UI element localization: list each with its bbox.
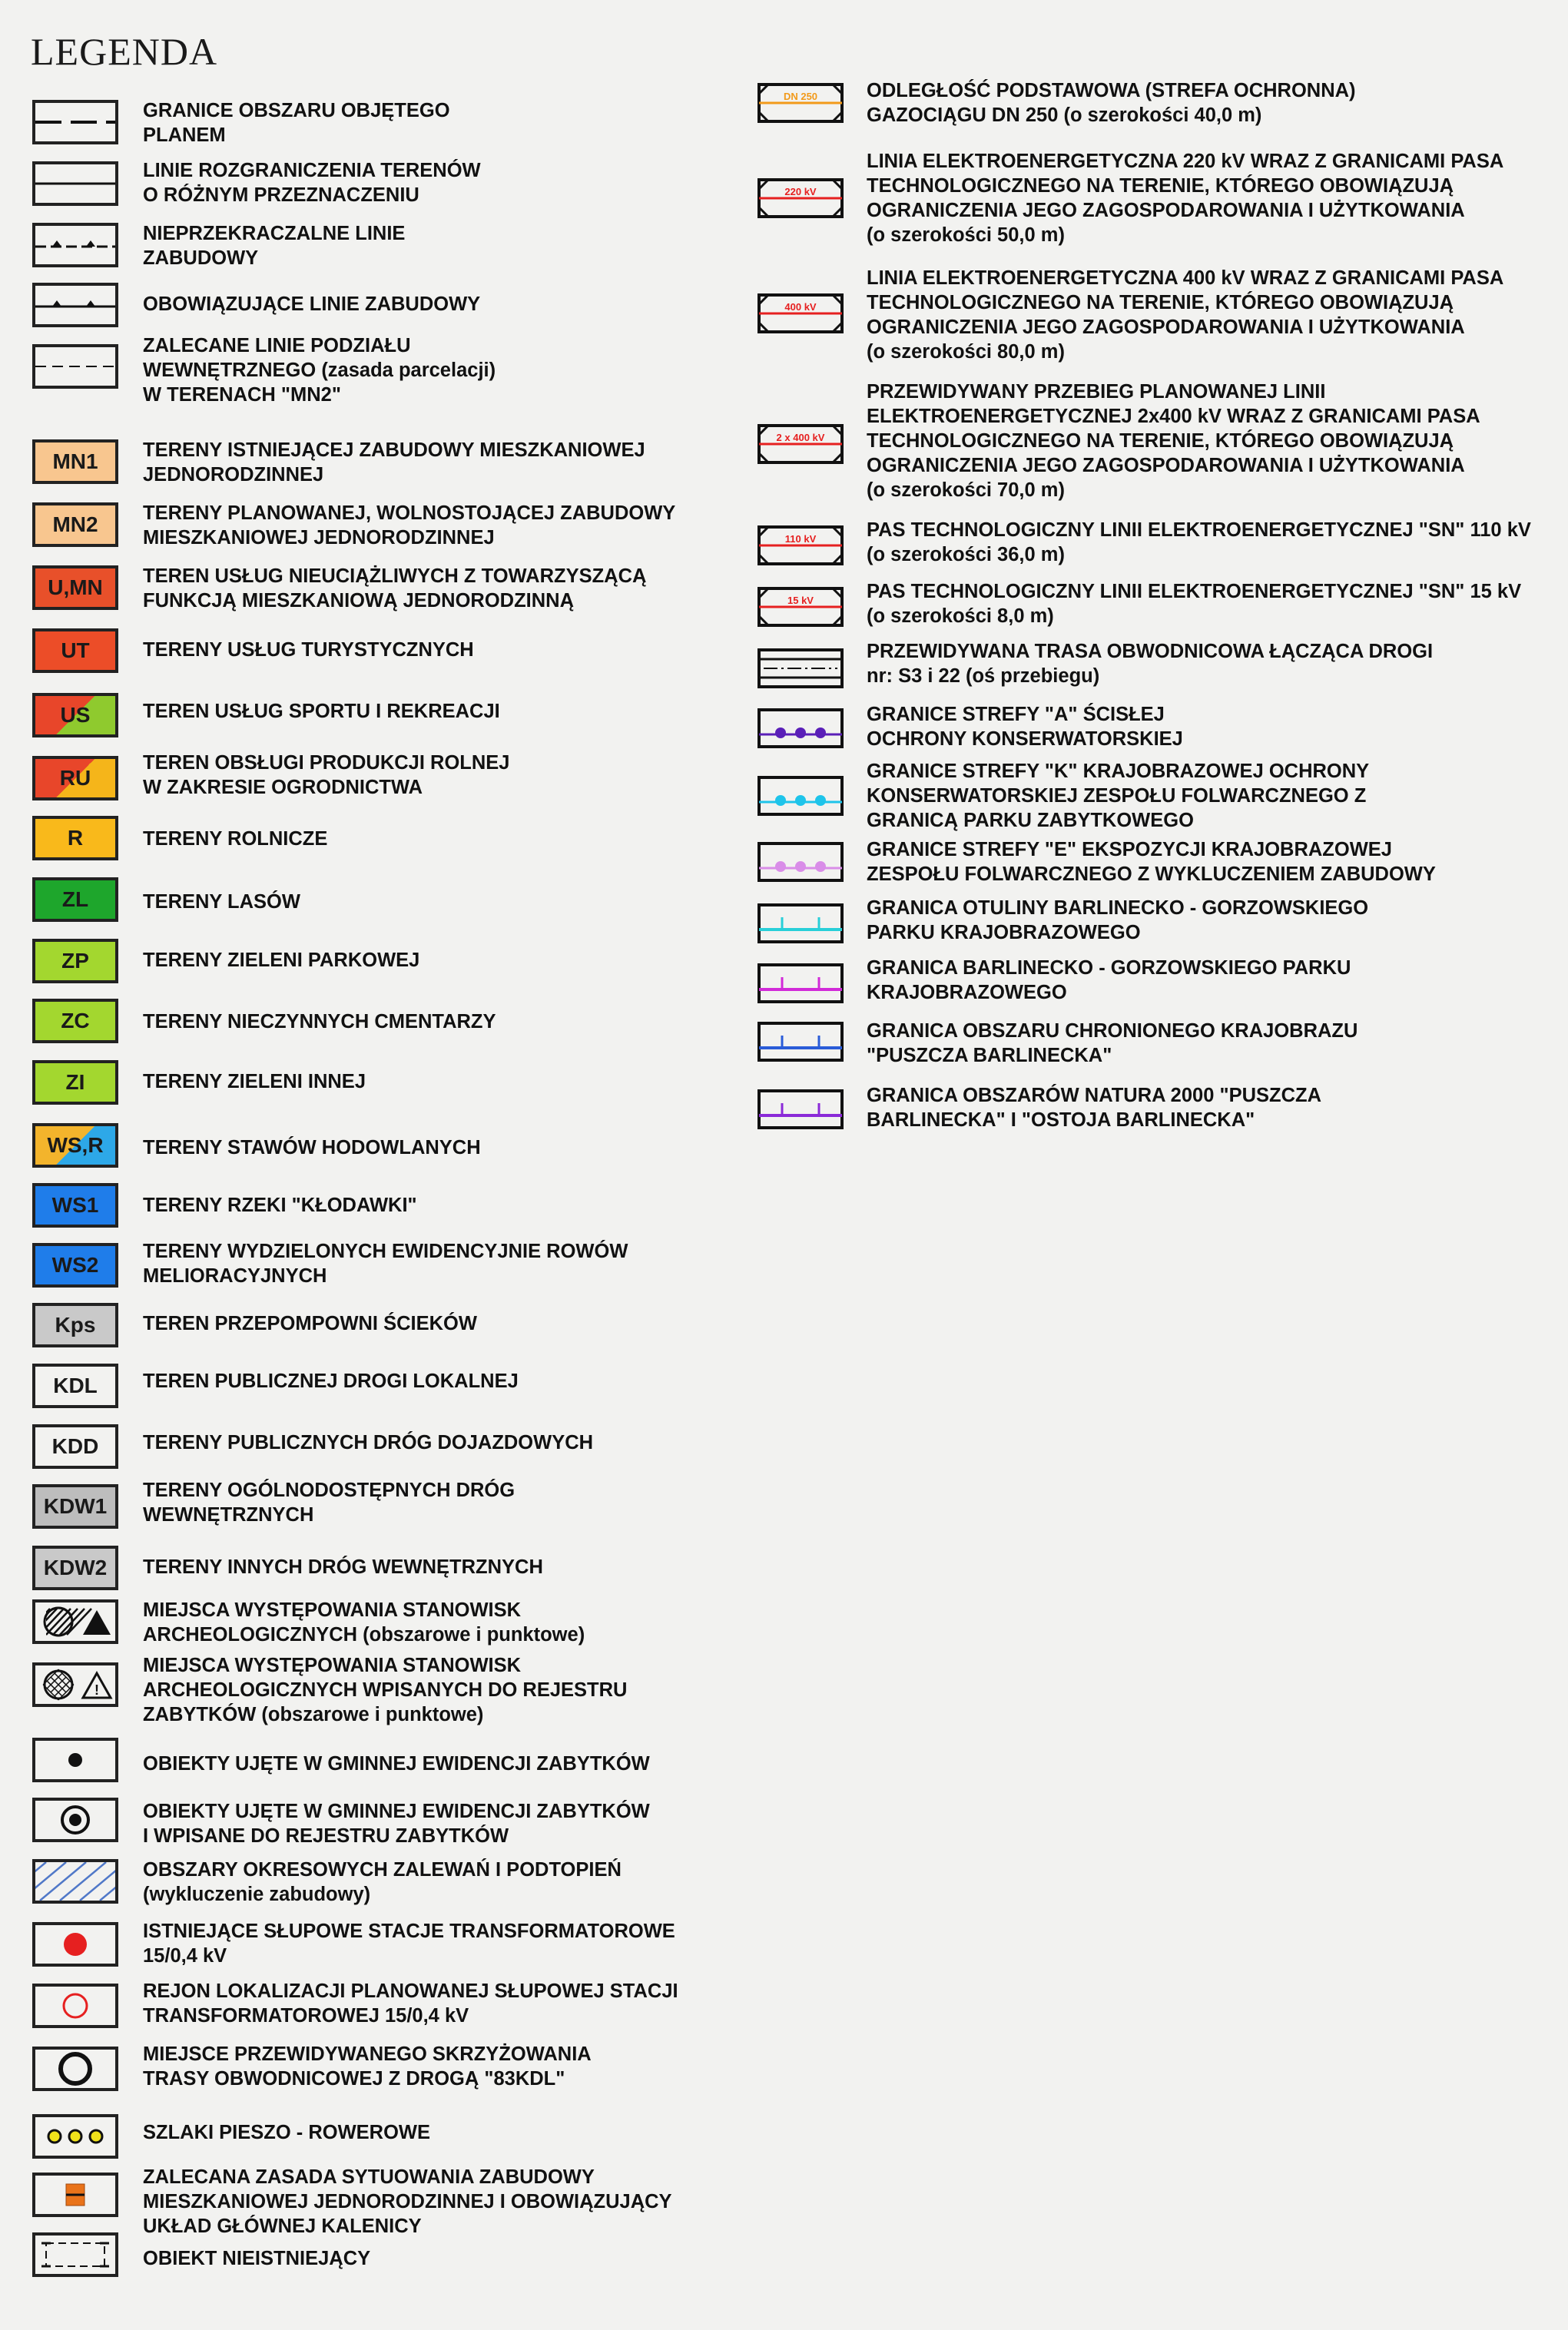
legend-symbol-us [32, 693, 118, 737]
legend-label-line: TERENY RZEKI "KŁODAWKI" [143, 1195, 417, 1216]
legend-label-line: JEDNORODZINNEJ [143, 464, 324, 486]
legend-label-line: nr: S3 i 22 (oś przebiegu) [867, 665, 1100, 687]
legend-label [143, 1193, 417, 1218]
legend-label-line: TERENY OGÓLNODOSTĘPNYCH DRÓG [143, 1480, 515, 1501]
legend-label [867, 956, 1351, 1005]
legend-symbol-box [757, 1089, 844, 1129]
legend-label-line: OBOWIĄZUJĄCE LINIE ZABUDOWY [143, 293, 481, 315]
legend-symbol-box [32, 1859, 118, 1904]
legend-label-line: TERENY LASÓW [143, 891, 300, 913]
power-line-zone-icon [757, 178, 844, 218]
legend-symbol-zc [32, 999, 118, 1043]
legend-label-line: MIEJSCE PRZEWIDYWANEGO SKRZYŻOWANIA [143, 2043, 592, 2065]
legend-label-line: PAS TECHNOLOGICZNY LINII ELEKTROENERGETYCZNEJ "SN" 110 kV [867, 519, 1531, 541]
symbol-code: US [60, 703, 91, 727]
legend-label [867, 896, 1368, 945]
natura-2000-boundary-icon [757, 1089, 844, 1129]
legend-label [143, 1369, 519, 1394]
legend-label-line: (o szerokości 8,0 m) [867, 605, 1054, 627]
legend-symbol-ws2 [32, 1243, 118, 1288]
legend-label [143, 2165, 672, 2239]
legend-label [867, 518, 1531, 567]
legend-label-line: TERENY INNYCH DRÓG WEWNĘTRZNYCH [143, 1556, 543, 1578]
legend-label-line: NIEPRZEKRACZALNE LINIE [143, 223, 406, 244]
legend-label-line: WEWNĘTRZNYCH [143, 1504, 314, 1526]
zone-e-boundary-icon [757, 842, 844, 882]
legend-label [143, 827, 327, 851]
symbol-code: MN1 [52, 449, 98, 473]
legend-label-line: TERENY PUBLICZNYCH DRÓG DOJAZDOWYCH [143, 1432, 594, 1453]
legend-label-line: MIEJSCA WYSTĘPOWANIA STANOWISK [143, 1599, 522, 1621]
legend-label-line: LINIE ROZGRANICZENIA TERENÓW [143, 160, 481, 181]
legend-label [143, 1919, 675, 1968]
legend-label-line: MIESZKANIOWEJ JEDNORODZINNEJ I OBOWIĄZUJĄCY [143, 2191, 672, 2212]
legend-label [143, 1430, 593, 1455]
symbol-code: WS,R [47, 1133, 104, 1157]
legend-label-line: TEREN USŁUG SPORTU I REKREACJI [143, 701, 500, 722]
legend-label-line: TERENY PLANOWANEJ, WOLNOSTOJĄCEJ ZABUDOWY [143, 502, 676, 524]
legend-symbol-ws-r [32, 1123, 118, 1168]
legend-label-line: MIEJSCA WYSTĘPOWANIA STANOWISK [143, 1655, 522, 1676]
legend-label [143, 1311, 477, 1336]
power-line-zone-icon [757, 293, 844, 333]
legend-label-line: O RÓŻNYM PRZEZNACZENIU [143, 184, 419, 206]
legend-label [867, 149, 1503, 247]
symbol-code: WS2 [51, 1253, 99, 1277]
legend-symbol-box [32, 344, 118, 389]
legend-label [143, 751, 509, 800]
legend-label [143, 438, 645, 487]
legend-label-line: ZABUDOWY [143, 247, 259, 269]
legend-symbol-box [32, 2232, 118, 2277]
legend-symbol-mn2 [32, 502, 118, 547]
symbol-code: UT [61, 638, 90, 662]
zone-k-boundary-icon [757, 776, 844, 816]
legend-label-line: (o szerokości 80,0 m) [867, 341, 1065, 363]
symbol-code: RU [59, 766, 91, 790]
legend-label [143, 1069, 366, 1094]
legend-label [143, 1653, 627, 1727]
symbol-code: ZC [61, 1009, 90, 1032]
legend-label-line: OGRANICZENIA JEGO ZAGOSPODAROWANIA I UŻYTKOWANIA [867, 455, 1465, 476]
legend-symbol-box [757, 708, 844, 748]
legend-symbol-kps [32, 1303, 118, 1347]
mandatory-building-line-icon [35, 286, 115, 324]
bypass-route-icon [757, 648, 844, 688]
legend-label-line: SZLAKI PIESZO - ROWEROWE [143, 2122, 430, 2143]
legend-label-line: GRANICA OTULINY BARLINECKO - GORZOWSKIEGO [867, 897, 1369, 919]
protected-landscape-boundary-icon [757, 1022, 844, 1062]
legend-label-line: TERENY WYDZIELONYCH EWIDENCYJNIE ROWÓW [143, 1241, 628, 1262]
legend-label-line: GAZOCIĄGU DN 250 (o szerokości 40,0 m) [867, 104, 1262, 126]
planned-intersection-icon [35, 2050, 115, 2088]
legend-title: LEGENDA [31, 30, 218, 73]
legend-symbol-kdw1 [32, 1484, 118, 1529]
legend-label-line: TECHNOLOGICZNEGO NA TERENIE, KTÓREGO OBOWIĄZUJĄ [867, 175, 1454, 197]
legend-label-line: OGRANICZENIA JEGO ZAGOSPODAROWANIA I UŻYTKOWANIA [867, 200, 1465, 221]
legend-label-line: (o szerokości 36,0 m) [867, 544, 1065, 565]
legend-symbol-box [32, 1922, 118, 1967]
symbol-code: R [67, 826, 84, 850]
legend-symbol-kdd [32, 1424, 118, 1469]
legend-label-line: GRANICE STREFY "K" KRAJOBRAZOWEJ OCHRONY [867, 761, 1370, 782]
zone-a-boundary-icon [757, 708, 844, 748]
legend-label-line: TERENY ROLNICZE [143, 828, 328, 850]
legend-symbol-box [757, 178, 844, 218]
legend-label-line: ZABYTKÓW (obszarowe i punktowe) [143, 1704, 484, 1725]
legend-label [143, 98, 450, 147]
legend-label-line: TECHNOLOGICZNEGO NA TERENIE, KTÓREGO OBOWIĄZUJĄ [867, 292, 1454, 313]
voltage-tag: 400 kV [784, 301, 817, 313]
legend-symbol-mn1 [32, 439, 118, 484]
registered-archaeological-site-icon [35, 1665, 115, 1704]
legend-label [143, 1752, 650, 1776]
legend-label-line: OBIEKTY UJĘTE W GMINNEJ EWIDENCJI ZABYTKÓW [143, 1801, 650, 1822]
legend-symbol-box [32, 2173, 118, 2217]
legend-symbol-box [757, 587, 844, 627]
legend-label [143, 1239, 628, 1288]
legend-symbol-box [32, 161, 118, 206]
legend-label-line: TERENY NIECZYNNYCH CMENTARZY [143, 1011, 496, 1032]
legend-label-line: OBSZARY OKRESOWYCH ZALEWAŃ I PODTOPIEŃ [143, 1859, 622, 1881]
legend-label [867, 78, 1356, 128]
legend-symbol-box [757, 648, 844, 688]
legend-label [867, 266, 1503, 364]
legend-symbol-kdw2 [32, 1546, 118, 1590]
legend-label [867, 702, 1183, 751]
registered-heritage-object-icon [35, 1801, 115, 1839]
legend-symbol-ws1 [32, 1183, 118, 1228]
voltage-tag: 110 kV [784, 533, 817, 545]
legend-label-line: KRAJOBRAZOWEGO [867, 982, 1067, 1003]
legend-label-line: W TERENACH "MN2" [143, 384, 341, 406]
voltage-tag: 15 kV [787, 595, 814, 606]
legend-label [143, 1598, 585, 1647]
legend-label-line: "PUSZCZA BARLINECKA" [867, 1045, 1112, 1066]
legend-symbol-box [757, 293, 844, 333]
voltage-tag: 220 kV [784, 186, 817, 197]
legend-label-line: ISTNIEJĄCE SŁUPOWE STACJE TRANSFORMATOROWE [143, 1921, 675, 1942]
power-line-zone-icon [757, 587, 844, 627]
legend-label [143, 948, 419, 973]
symbol-code: KDW2 [43, 1556, 108, 1579]
legend-symbol-box [32, 1984, 118, 2028]
legend-label-line: UKŁAD GŁÓWNEJ KALENICY [143, 2216, 422, 2237]
legend-label-line: TERENY ZIELENI INNEJ [143, 1071, 366, 1092]
symbol-code: KDW1 [43, 1494, 108, 1518]
legend-label-line: GRANICE STREFY "E" EKSPOZYCJI KRAJOBRAZOWEJ [867, 839, 1392, 860]
legend-label [867, 1083, 1321, 1132]
legend-label-line: OBIEKT NIEISTNIEJĄCY [143, 2248, 371, 2269]
planned-transformer-station-icon [35, 1987, 115, 2025]
symbol-code: MN2 [52, 512, 98, 536]
legend-label-line: FUNKCJĄ MIESZKANIOWĄ JEDNORODZINNĄ [143, 590, 574, 612]
flood-area-icon [35, 1862, 115, 1901]
legend-label-line: TECHNOLOGICZNEGO NA TERENIE, KTÓREGO OBOWIĄZUJĄ [867, 430, 1454, 452]
legend-label-line: ZALECANE LINIE PODZIAŁU [143, 335, 411, 356]
non-crossing-building-line-icon [35, 226, 115, 264]
legend-label-line: (o szerokości 70,0 m) [867, 479, 1065, 501]
legend-label [143, 1009, 496, 1034]
legend-symbol-box [32, 2047, 118, 2091]
legend-label-line: ODLEGŁOŚĆ PODSTAWOWA (STREFA OCHRONNA) [867, 80, 1356, 101]
power-line-zone-icon [757, 525, 844, 565]
power-line-zone-icon [757, 424, 844, 464]
legend-symbol-box [32, 1599, 118, 1644]
legend-label [143, 2120, 430, 2145]
legend-label-line: PARKU KRAJOBRAZOWEGO [867, 922, 1141, 943]
legend-label-line: ELEKTROENERGETYCZNEJ 2x400 kV WRAZ Z GRANICAMI PASA [867, 406, 1480, 427]
legend-label-line: (o szerokości 50,0 m) [867, 224, 1065, 246]
symbol-code: KDL [53, 1374, 98, 1397]
legend-label-line: MELIORACYJNYCH [143, 1265, 327, 1287]
legend-label-line: GRANICE STREFY "A" ŚCISŁEJ [867, 704, 1165, 725]
legend-symbol-ut [32, 628, 118, 673]
legend-symbol-box [757, 842, 844, 882]
existing-transformer-station-icon [35, 1925, 115, 1964]
landscape-park-boundary-icon [757, 963, 844, 1003]
legend-label [143, 1478, 515, 1527]
legend-label-line: PRZEWIDYWANY PRZEBIEG PLANOWANEJ LINII [867, 381, 1326, 403]
legend-symbol-r [32, 816, 118, 860]
voltage-tag: 2 x 400 kV [776, 432, 825, 443]
symbol-code: KDD [51, 1434, 99, 1458]
recommended-division-line-icon [35, 347, 115, 386]
park-buffer-boundary-icon [757, 903, 844, 943]
legend-symbol-box [757, 83, 844, 123]
legend-label-line: I WPISANE DO REJESTRU ZABYTKÓW [143, 1825, 509, 1847]
legend-label [143, 1135, 481, 1160]
legend-symbol-box [32, 1738, 118, 1782]
legend-symbol-box [32, 100, 118, 144]
non-existing-object-icon [35, 2236, 115, 2274]
legend-label-line: TEREN PRZEPOMPOWNI ŚCIEKÓW [143, 1313, 477, 1334]
legend-label [143, 638, 474, 662]
legend-label-line: TERENY ZIELENI PARKOWEJ [143, 950, 420, 971]
legend-label-line: GRANICA OBSZARU CHRONIONEGO KRAJOBRAZU [867, 1020, 1358, 1042]
legend-symbol-box [757, 1022, 844, 1062]
legend-label [143, 890, 300, 914]
legend-label [143, 158, 481, 207]
legend-label-line: TEREN OBSŁUGI PRODUKCJI ROLNEJ [143, 752, 510, 774]
svg-text:!: ! [94, 1682, 99, 1698]
legend-symbol-box [757, 424, 844, 464]
legend-symbol-box [757, 963, 844, 1003]
legend-symbol-kdl [32, 1364, 118, 1408]
legend-label [867, 639, 1433, 688]
legend-label-line: REJON LOKALIZACJI PLANOWANEJ SŁUPOWEJ STACJI [143, 1980, 678, 2002]
legend-label-line: OCHRONY KONSERWATORSKIEJ [867, 728, 1183, 750]
legend-symbol-box [32, 283, 118, 327]
symbol-code: ZP [61, 949, 89, 973]
legend-label-line: KONSERWATORSKIEJ ZESPOŁU FOLWARCZNEGO Z [867, 785, 1367, 807]
legend-label-line: TEREN PUBLICZNEJ DROGI LOKALNEJ [143, 1370, 519, 1392]
legend-symbol-box [757, 776, 844, 816]
division-line-icon [35, 164, 115, 203]
pedestrian-cycle-trail-icon [35, 2117, 115, 2156]
legend-label [143, 1799, 650, 1848]
legend-label [143, 564, 646, 613]
legend-label [143, 2042, 592, 2091]
legend-label [867, 759, 1369, 833]
legend-label [867, 1019, 1357, 1068]
symbol-code: Kps [55, 1313, 96, 1337]
legend-label-line: BARLINECKA" I "OSTOJA BARLINECKA" [867, 1109, 1255, 1131]
symbol-code: ZL [61, 887, 89, 911]
legend-symbol-box [757, 903, 844, 943]
legend-label [867, 837, 1436, 887]
legend-label-line: GRANICA OBSZARÓW NATURA 2000 "PUSZCZA [867, 1085, 1322, 1106]
legend-label-line: GRANICĄ PARKU ZABYTKOWEGO [867, 810, 1194, 831]
legend-label-line: TERENY STAWÓW HODOWLANYCH [143, 1137, 481, 1158]
heritage-object-icon [35, 1741, 115, 1779]
legend-symbol-ru [32, 756, 118, 800]
legend-symbol-zl [32, 877, 118, 922]
legend-label [143, 501, 675, 550]
legend-label-line: TRASY OBWODNICOWEJ Z DROGĄ "83KDL" [143, 2068, 565, 2090]
legend-label [867, 379, 1480, 502]
legend-symbol-u-mn [32, 565, 118, 610]
building-placement-icon [35, 2176, 115, 2214]
legend-label-line: (wykluczenie zabudowy) [143, 1884, 371, 1905]
legend-label-line: TRANSFORMATOROWEJ 15/0,4 kV [143, 2005, 469, 2027]
legend-label-line: PLANEM [143, 124, 226, 146]
legend-symbol-box [32, 1798, 118, 1842]
legend-label-line: ZALECANA ZASADA SYTUOWANIA ZABUDOWY [143, 2166, 595, 2188]
legend-label-line: TEREN USŁUG NIEUCIĄŻLIWYCH Z TOWARZYSZĄCĄ [143, 565, 647, 587]
legend-symbol-box [32, 2114, 118, 2159]
legend-label-line: OGRANICZENIA JEGO ZAGOSPODAROWANIA I UŻYTKOWANIA [867, 317, 1465, 338]
legend-label [143, 1858, 622, 1907]
legend-label-line: OBIEKTY UJĘTE W GMINNEJ EWIDENCJI ZABYTKÓW [143, 1753, 650, 1775]
legend-label-line: ARCHEOLOGICZNYCH (obszarowe i punktowe) [143, 1624, 585, 1646]
symbol-code: WS1 [51, 1193, 99, 1217]
archaeological-site-icon [35, 1602, 115, 1641]
legend-symbol-box [32, 1662, 118, 1707]
legend-label [143, 221, 405, 270]
legend-label-line: 15/0,4 kV [143, 1945, 227, 1967]
legend-label-line: PAS TECHNOLOGICZNY LINII ELEKTROENERGETYCZNEJ "SN" 15 kV [867, 581, 1522, 602]
voltage-tag: DN 250 [783, 91, 818, 102]
legend-label [143, 1979, 678, 2028]
legend-label-line: WEWNĘTRZNEGO (zasada parcelacji) [143, 360, 496, 381]
legend-symbol-zi [32, 1060, 118, 1105]
legend-label [143, 1555, 543, 1579]
legend-symbol-box [32, 223, 118, 267]
legend-label-line: GRANICA BARLINECKO - GORZOWSKIEGO PARKU [867, 957, 1351, 979]
symbol-code: U,MN [48, 575, 103, 599]
gas-pipeline-zone-icon [757, 83, 844, 123]
legend-label-line: TERENY USŁUG TURYSTYCZNYCH [143, 639, 474, 661]
legend-label [143, 2246, 370, 2271]
legend-label [143, 292, 480, 317]
legend-label [143, 699, 500, 724]
legend-label-line: ARCHEOLOGICZNYCH WPISANYCH DO REJESTRU [143, 1679, 628, 1701]
legend-label-line: ZESPOŁU FOLWARCZNEGO Z WYKLUCZENIEM ZABUDOWY [867, 863, 1436, 885]
legend-label-line: PRZEWIDYWANA TRASA OBWODNICOWA ŁĄCZĄCA DROGI [867, 641, 1434, 662]
legend-label-line: W ZAKRESIE OGRODNICTWA [143, 777, 423, 798]
legend-label-line: LINIA ELEKTROENERGETYCZNA 400 kV WRAZ Z GRANICAMI PASA [867, 267, 1504, 289]
symbol-code: ZI [65, 1070, 85, 1094]
legend-symbol-zp [32, 939, 118, 983]
legend-symbol-box [757, 525, 844, 565]
legend-label-line: LINIA ELEKTROENERGETYCZNA 220 kV WRAZ Z GRANICAMI PASA [867, 151, 1504, 172]
legend-label-line: GRANICE OBSZARU OBJĘTEGO [143, 100, 450, 121]
legend-label [867, 579, 1521, 628]
legend-label-line: MIESZKANIOWEJ JEDNORODZINNEJ [143, 527, 495, 549]
plan-boundary-line-icon [35, 103, 115, 141]
legend-label-line: TERENY ISTNIEJĄCEJ ZABUDOWY MIESZKANIOWEJ [143, 439, 645, 461]
legend-label [143, 333, 496, 407]
